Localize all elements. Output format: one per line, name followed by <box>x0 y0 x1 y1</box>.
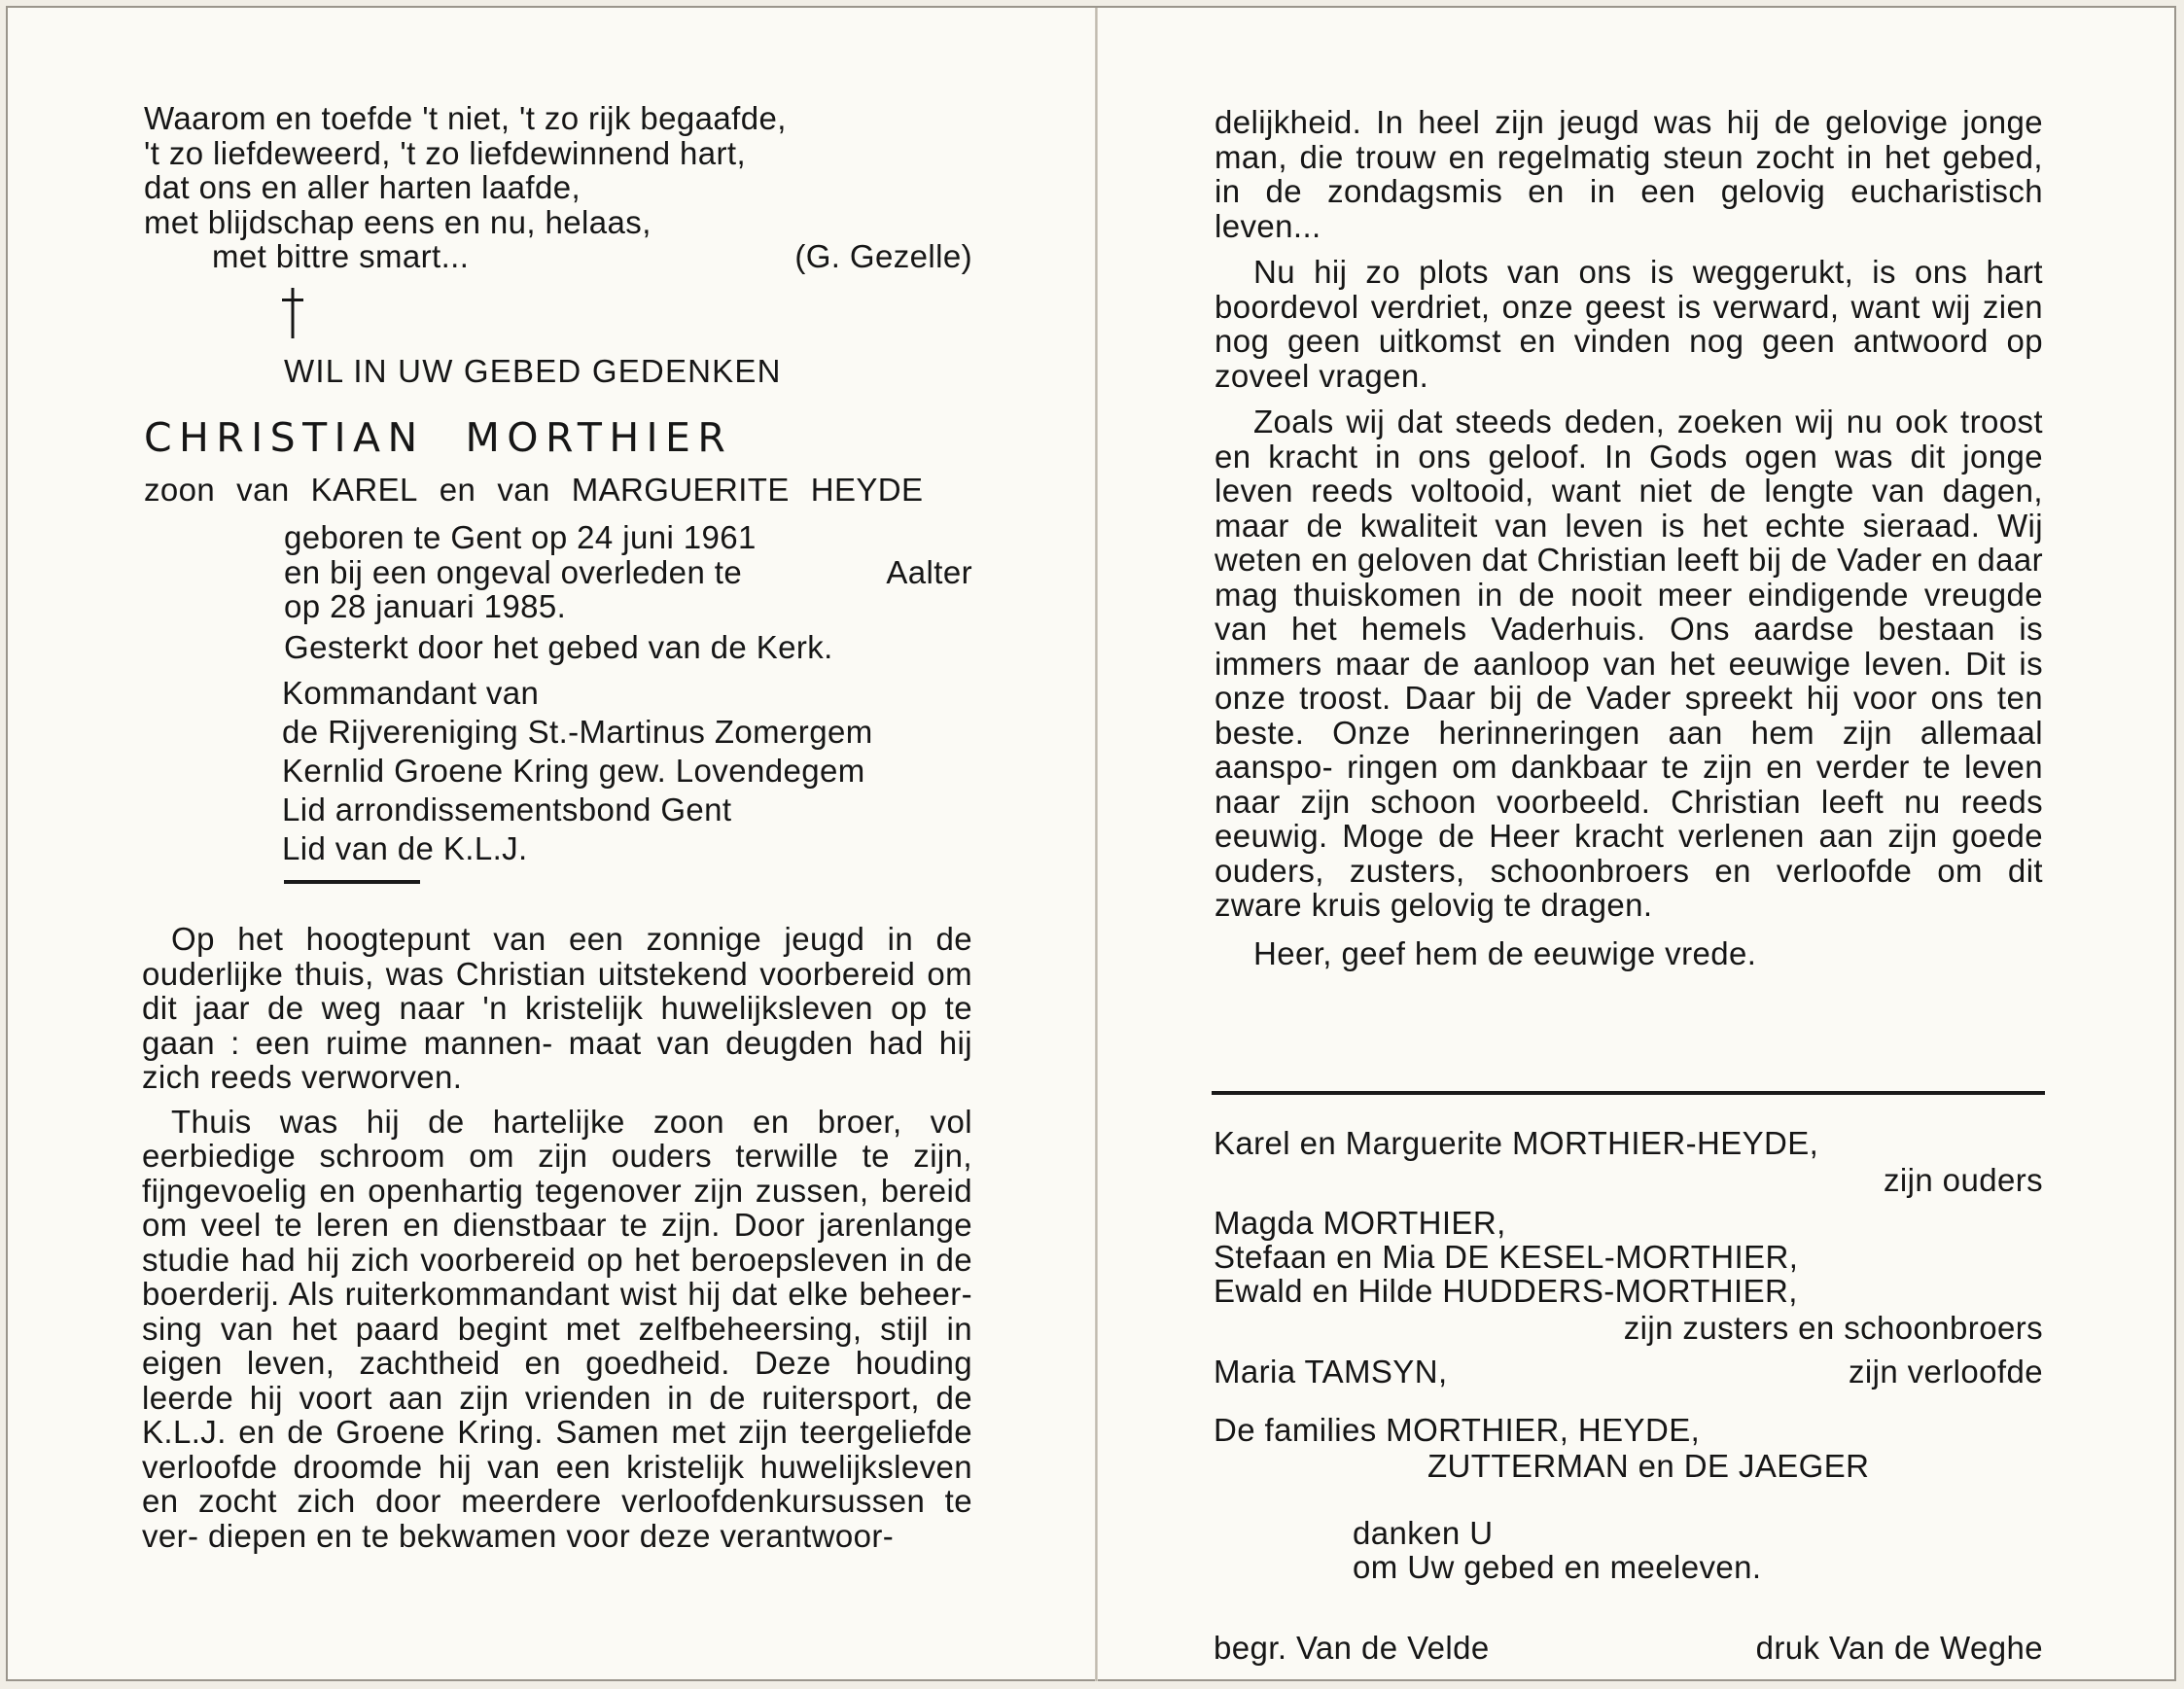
sacraments-line: Gesterkt door het gebed van de Kerk. <box>284 629 833 665</box>
footer-credits <box>1214 1631 2043 1666</box>
parents-word: KAREL <box>310 472 418 508</box>
family-siblings-role: zijn zusters en schoonbroers <box>1623 1310 2043 1346</box>
poem-line: Waarom en toefde 't niet, 't zo rijk begaafde, <box>144 100 787 136</box>
cross-icon <box>278 288 307 338</box>
prayer-heading: WIL IN UW GEBED GEDENKEN <box>284 353 782 389</box>
poem-line: met bittre smart... <box>212 238 470 274</box>
parents-word: van <box>236 472 290 508</box>
families-line: De families MORTHIER, HEYDE, <box>1214 1412 1701 1448</box>
death-line <box>284 555 972 590</box>
parents-word: MARGUERITE <box>571 472 790 508</box>
roles-list <box>282 676 982 870</box>
biography-left <box>142 922 972 1553</box>
biography-right <box>1215 105 2043 970</box>
poem-attribution: (G. Gezelle) <box>794 238 972 274</box>
parents-word: en <box>439 472 476 508</box>
role-item: Kernlid Groene Kring gew. Lovendegem <box>282 753 865 789</box>
family-sibling: Stefaan en Mia DE KESEL-MORTHIER, <box>1214 1239 1799 1275</box>
parents-word: van <box>497 472 550 508</box>
thanks-line: om Uw gebed en meeleven. <box>1353 1549 1762 1585</box>
family-sibling: Ewald en Hilde HUDDERS-MORTHIER, <box>1214 1273 1798 1309</box>
family-fiancee: Maria TAMSYN, <box>1214 1354 1448 1390</box>
family-fiancee-role: zijn verloofde <box>1848 1354 2043 1390</box>
parents-word: HEYDE <box>810 472 924 508</box>
last-name: MORTHIER <box>465 414 733 461</box>
paragraph: Thuis was hij de hartelijke zoon en broer, vol eerbiedige schroom om zijn ouders terwille te zijn, fijngevoelig en openhartig tegenover zijn zussen, bereid om veel te leren en dienstbaar te zijn. Door jarenlange studie had hij zich voorbereid op het beroepsleven in de boerderij. Als ruiterkommandant wist hij dat elke beheer- sing van het paard begint met zelfbeheersing, stijl in eigen leven, zachtheid en goedheid. Deze houding leerde hij voort aan zijn vrienden in de ruitersport, de K.L.J. en de Groene Kring. Samen met zijn teergeliefde verloofde droomde hij van een kristelijk huwelijksleven en zocht zich door meerdere verloofdenkursussen te ver- diepen en te bekwamen voor deze verantwoor- <box>142 1103 972 1554</box>
thanks-line: danken U <box>1353 1515 1494 1551</box>
poem-line: met blijdschap eens en nu, helaas, <box>144 203 652 240</box>
poem-line: 't zo liefdeweerd, 't zo liefdewinnend hart, <box>144 134 747 171</box>
first-name: CHRISTIAN <box>144 414 425 461</box>
families-line: ZUTTERMAN en DE JAEGER <box>1427 1448 1870 1484</box>
role-item: Lid arrondissementsbond Gent <box>282 792 732 827</box>
paragraph: Zoals wij dat steeds deden, zoeken wij nu ook troost en kracht in ons geloof. In Gods ogen was dit jonge leven reeds voltooid, want niet de lengte van dagen, maar de kwaliteit van leven is het echte sieraad. Wij weten en geloven dat Christian leeft bij de Vader en daar mag thuiskomen in de nooit meer eindigende vreugde van het hemels Vaderhuis. Ons aardse bestaan is immers maar de aanloop van het eeuwige leven. Dit is onze troost. Daar bij de Vader spreekt hij voor ons ten beste. Onze herinneringen aan hem zijn allemaal aanspo- ringen om dankbaar te zijn en verder te leven naar zijn schoon voorbeeld. Christian leeft nu reeds eeuwig. Moge de Heer kracht verlenen aan zijn goede ouders, zusters, schoonbroers en verloofde om dit zware kruis gelovig te dragen. <box>1215 404 2043 923</box>
poem-line: dat ons en aller harten laafde, <box>144 169 581 205</box>
birth-line: geboren te Gent op 24 juni 1961 <box>284 519 757 555</box>
deceased-name <box>144 414 972 461</box>
parents-word: zoon <box>144 472 216 508</box>
role-item: de Rijvereniging St.-Martinus Zomergem <box>282 714 873 750</box>
printer: druk Van de Weghe <box>1755 1630 2043 1666</box>
death-line-right: Aalter <box>886 553 972 590</box>
death-line-left: en bij een ongeval overleden te <box>284 553 743 590</box>
closing-prayer: Heer, geef hem de eeuwige vrede. <box>1253 934 1757 971</box>
paragraph: delijkheid. In heel zijn jeugd was hij de gelovige jonge man, die trouw en regelmatig steun zocht in het gebed, in de zondagsmis en in een gelovig eucharistisch leven... <box>1215 104 2043 244</box>
family-fiancee-row <box>1214 1355 2043 1390</box>
role-item: Lid van de K.L.J. <box>282 830 528 866</box>
paragraph: Op het hoogtepunt van een zonnige jeugd in de ouderlijke thuis, was Christian uitstekend voorbereid om dit jaar de weg naar 'n kristelijk huwelijksleven op te gaan : een ruime mannen- maat van deugden had hij zich reeds verworven. <box>142 921 972 1095</box>
family-parents: Karel en Marguerite MORTHIER-HEYDE, <box>1214 1125 1819 1161</box>
divider <box>284 880 420 884</box>
death-date-line: op 28 januari 1985. <box>284 588 567 624</box>
center-fold <box>1095 8 1098 1681</box>
role-item: Kommandant van <box>282 675 540 711</box>
paragraph: Nu hij zo plots van ons is weggerukt, is ons hart boordevol verdriet, onze geest is verward, want wij zien nog geen uitkomst en vinden nog geen antwoord op zoveel vragen. <box>1215 254 2043 394</box>
poem-last-row <box>144 239 972 274</box>
parents-line <box>144 473 972 508</box>
poem <box>144 101 972 274</box>
family-sibling: Magda MORTHIER, <box>1214 1205 1506 1241</box>
birth-death-info <box>284 520 972 624</box>
family-parents-role: zijn ouders <box>1884 1162 2043 1198</box>
divider <box>1212 1091 2045 1095</box>
funeral-director: begr. Van de Velde <box>1214 1630 1490 1666</box>
